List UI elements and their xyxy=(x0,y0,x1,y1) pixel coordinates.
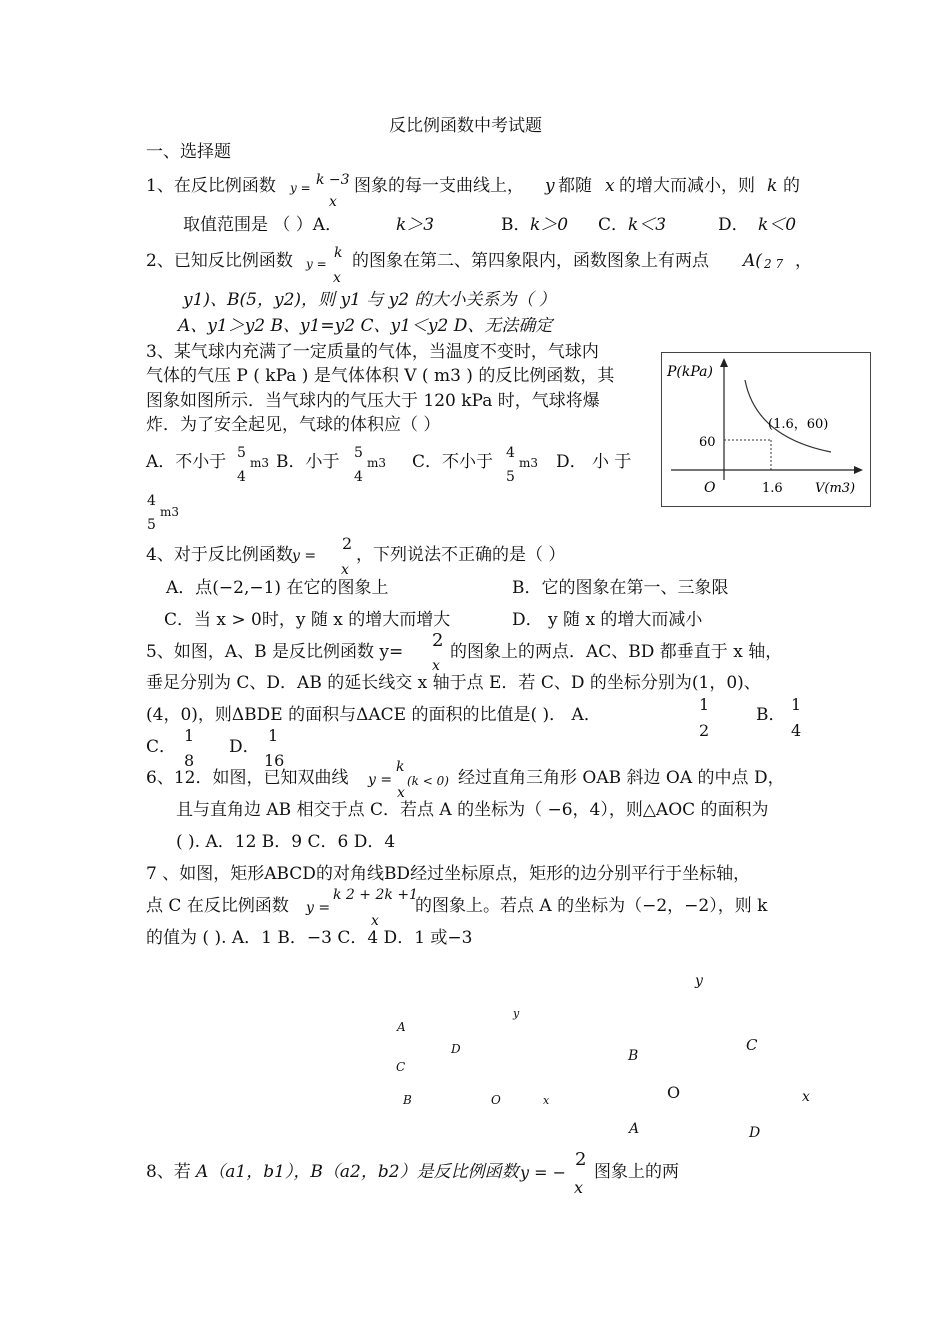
graph-y-60: 60 xyxy=(699,435,716,450)
graph-y-label: P(kPa) xyxy=(667,364,713,380)
section-heading: 一、选择题 xyxy=(146,142,231,162)
graph-x-label: V(m3) xyxy=(815,481,856,496)
graph-x-16: 1.6 xyxy=(762,481,783,496)
pressure-volume-graph xyxy=(661,352,871,507)
page-title: 反比例函数中考试题 xyxy=(389,116,542,136)
graph-point-label: (1.6，60) xyxy=(768,417,829,432)
graph-origin: O xyxy=(704,480,716,496)
